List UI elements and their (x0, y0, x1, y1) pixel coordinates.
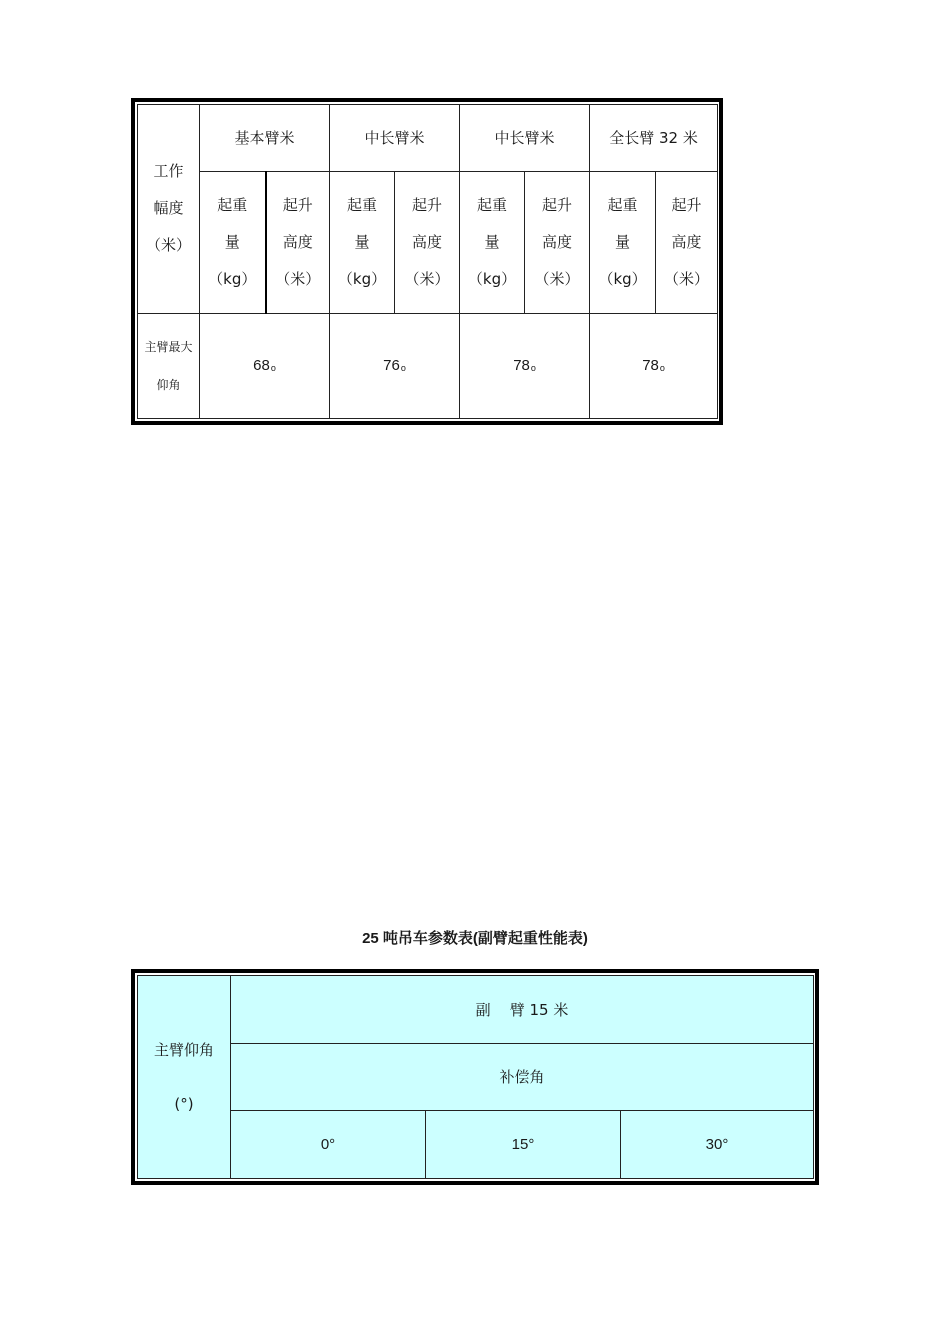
header-line: （米） (664, 269, 710, 288)
header-line: （kg） (598, 269, 647, 288)
height-header (656, 171, 718, 313)
header-line: 工作 (153, 162, 184, 181)
degree-mark: o (530, 363, 536, 374)
header-line: 量 (484, 232, 500, 251)
max-angle-label (138, 313, 200, 418)
header-line: 幅度 (153, 199, 184, 218)
degree-mark: o (270, 363, 276, 374)
header-line: 量 (224, 232, 240, 251)
header-line: （米） (404, 269, 450, 288)
header-line: （kg） (467, 269, 517, 288)
header-line: 主臂仰角 (153, 1041, 214, 1059)
angle-number: 76 (383, 357, 400, 375)
header-line: （米） (534, 269, 580, 288)
capacity-header (200, 171, 266, 313)
offset-angle-value: 0° (231, 1111, 426, 1179)
jib-table (131, 969, 819, 1185)
height-header (395, 171, 460, 313)
max-angle-value (460, 313, 590, 418)
boom-header-mid-2: 中长臂米 (460, 105, 590, 172)
height-header (525, 171, 590, 313)
max-angle-value (330, 313, 460, 418)
angle-number: 68 (253, 357, 270, 375)
angle-number: 78 (513, 357, 530, 375)
header-line: （kg） (337, 269, 387, 288)
degree-mark: o (400, 363, 406, 374)
jib-length-header: 副 臂 15 米 (231, 976, 814, 1044)
jib-grid (137, 975, 814, 1179)
offset-angle-value: 30° (621, 1111, 814, 1179)
label-line: 主臂最大 (144, 339, 193, 354)
header-line: 起升 (542, 195, 573, 214)
header-line: （米） (275, 269, 321, 288)
offset-angle-value: 15° (426, 1111, 621, 1179)
header-line: （米） (145, 236, 191, 255)
header-line: (°) (174, 1095, 194, 1113)
max-angle-value (200, 313, 330, 418)
header-line: 起重 (217, 195, 248, 214)
boom-header-basic: 基本臂米 (200, 105, 330, 172)
max-angle-value (590, 313, 718, 418)
angle-number: 78 (642, 357, 659, 375)
header-line: 高度 (412, 232, 443, 251)
header-line: 起升 (671, 195, 702, 214)
boom-header-full: 全长臂 32 米 (590, 105, 718, 172)
header-line: 起重 (607, 195, 638, 214)
header-line: 起重 (347, 195, 378, 214)
capacity-header (460, 171, 525, 313)
capacity-header (590, 171, 656, 313)
header-line: 起升 (282, 195, 313, 214)
header-line: 高度 (542, 232, 573, 251)
header-line: 高度 (671, 232, 702, 251)
main-boom-table (131, 98, 723, 425)
jib-table-caption: 25 吨吊车参数表(副臂起重性能表) (362, 930, 588, 947)
boom-header-mid-1: 中长臂米 (330, 105, 460, 172)
label-line: 仰角 (156, 377, 181, 392)
main-boom-grid (137, 104, 718, 419)
header-line: （kg） (208, 269, 257, 288)
header-line: 高度 (282, 232, 313, 251)
header-line: 起升 (412, 195, 443, 214)
main-boom-angle-header (138, 976, 231, 1179)
header-line: 起重 (477, 195, 508, 214)
height-header (266, 171, 330, 313)
degree-mark: o (659, 363, 665, 374)
header-line: 量 (354, 232, 370, 251)
capacity-header (330, 171, 395, 313)
header-line: 量 (615, 232, 631, 251)
offset-angle-header: 补偿角 (231, 1043, 814, 1111)
work-radius-header (138, 105, 200, 314)
